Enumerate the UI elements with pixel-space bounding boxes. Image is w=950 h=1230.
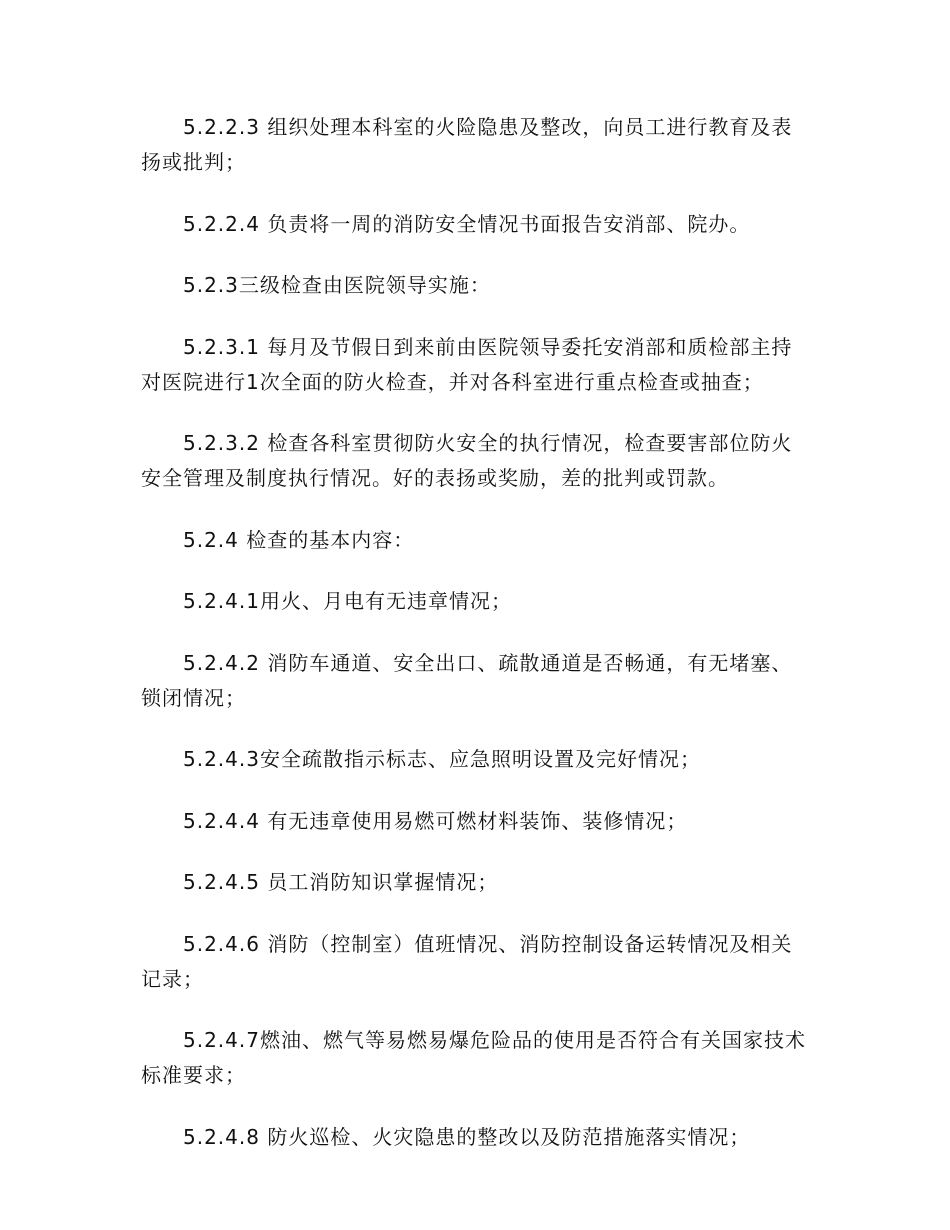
- paragraph-5-2-4-2: 5.2.4.2 消防车通道、安全出口、疏散通道是否畅通，有无堵塞、锁闭情况；: [141, 650, 793, 710]
- paragraph-5-2-2-3: 5.2.2.3 组织处理本科室的火险隐患及整改，向员工进行教育及表扬或批判；: [141, 115, 793, 174]
- paragraph-5-2-4-8: 5.2.4.8 防火巡检、火灾隐患的整改以及防范措施落实情况；: [183, 1124, 751, 1149]
- paragraph-5-2-3: 5.2.3三级检查由医院领导实施：: [183, 273, 491, 297]
- paragraph-5-2-2-4: 5.2.2.4 负责将一周的消防安全情况书面报告安消部、院办。: [183, 211, 751, 236]
- paragraph-5-2-4: 5.2.4 检查的基本内容：: [183, 527, 415, 552]
- paragraph-5-2-4-4: 5.2.4.4 有无违章使用易燃可燃材料装饰、装修情况；: [183, 808, 688, 833]
- paragraph-5-2-3-2: 5.2.3.2 检查各科室贯彻防火安全的执行情况，检查要害部位防火安全管理及制度执行情况。好的表扬或奖励，差的批判或罚款。: [141, 431, 793, 490]
- paragraph-5-2-4-1: 5.2.4.1用火、月电有无违章情况；: [183, 589, 512, 613]
- paragraph-5-2-4-6: 5.2.4.6 消防（控制室）值班情况、消防控制设备运转情况及相关记录；: [141, 931, 793, 991]
- paragraph-5-2-4-7: 5.2.4.7燃油、燃气等易燃易爆危险品的使用是否符合有关国家技术标准要求；: [141, 1028, 806, 1087]
- document-body: [141, 110, 811, 1181]
- paragraph-5-2-4-3: 5.2.4.3安全疏散指示标志、应急照明设置及完好情况；: [183, 747, 701, 771]
- paragraph-5-2-4-5: 5.2.4.5 员工消防知识掌握情况；: [183, 870, 499, 894]
- paragraph-5-2-3-1: 5.2.3.1 每月及节假日到来前由医院领导委托安消部和质检部主持对医院进行1次全面的防火检查，并对各科室进行重点检查或抽查；: [141, 334, 793, 394]
